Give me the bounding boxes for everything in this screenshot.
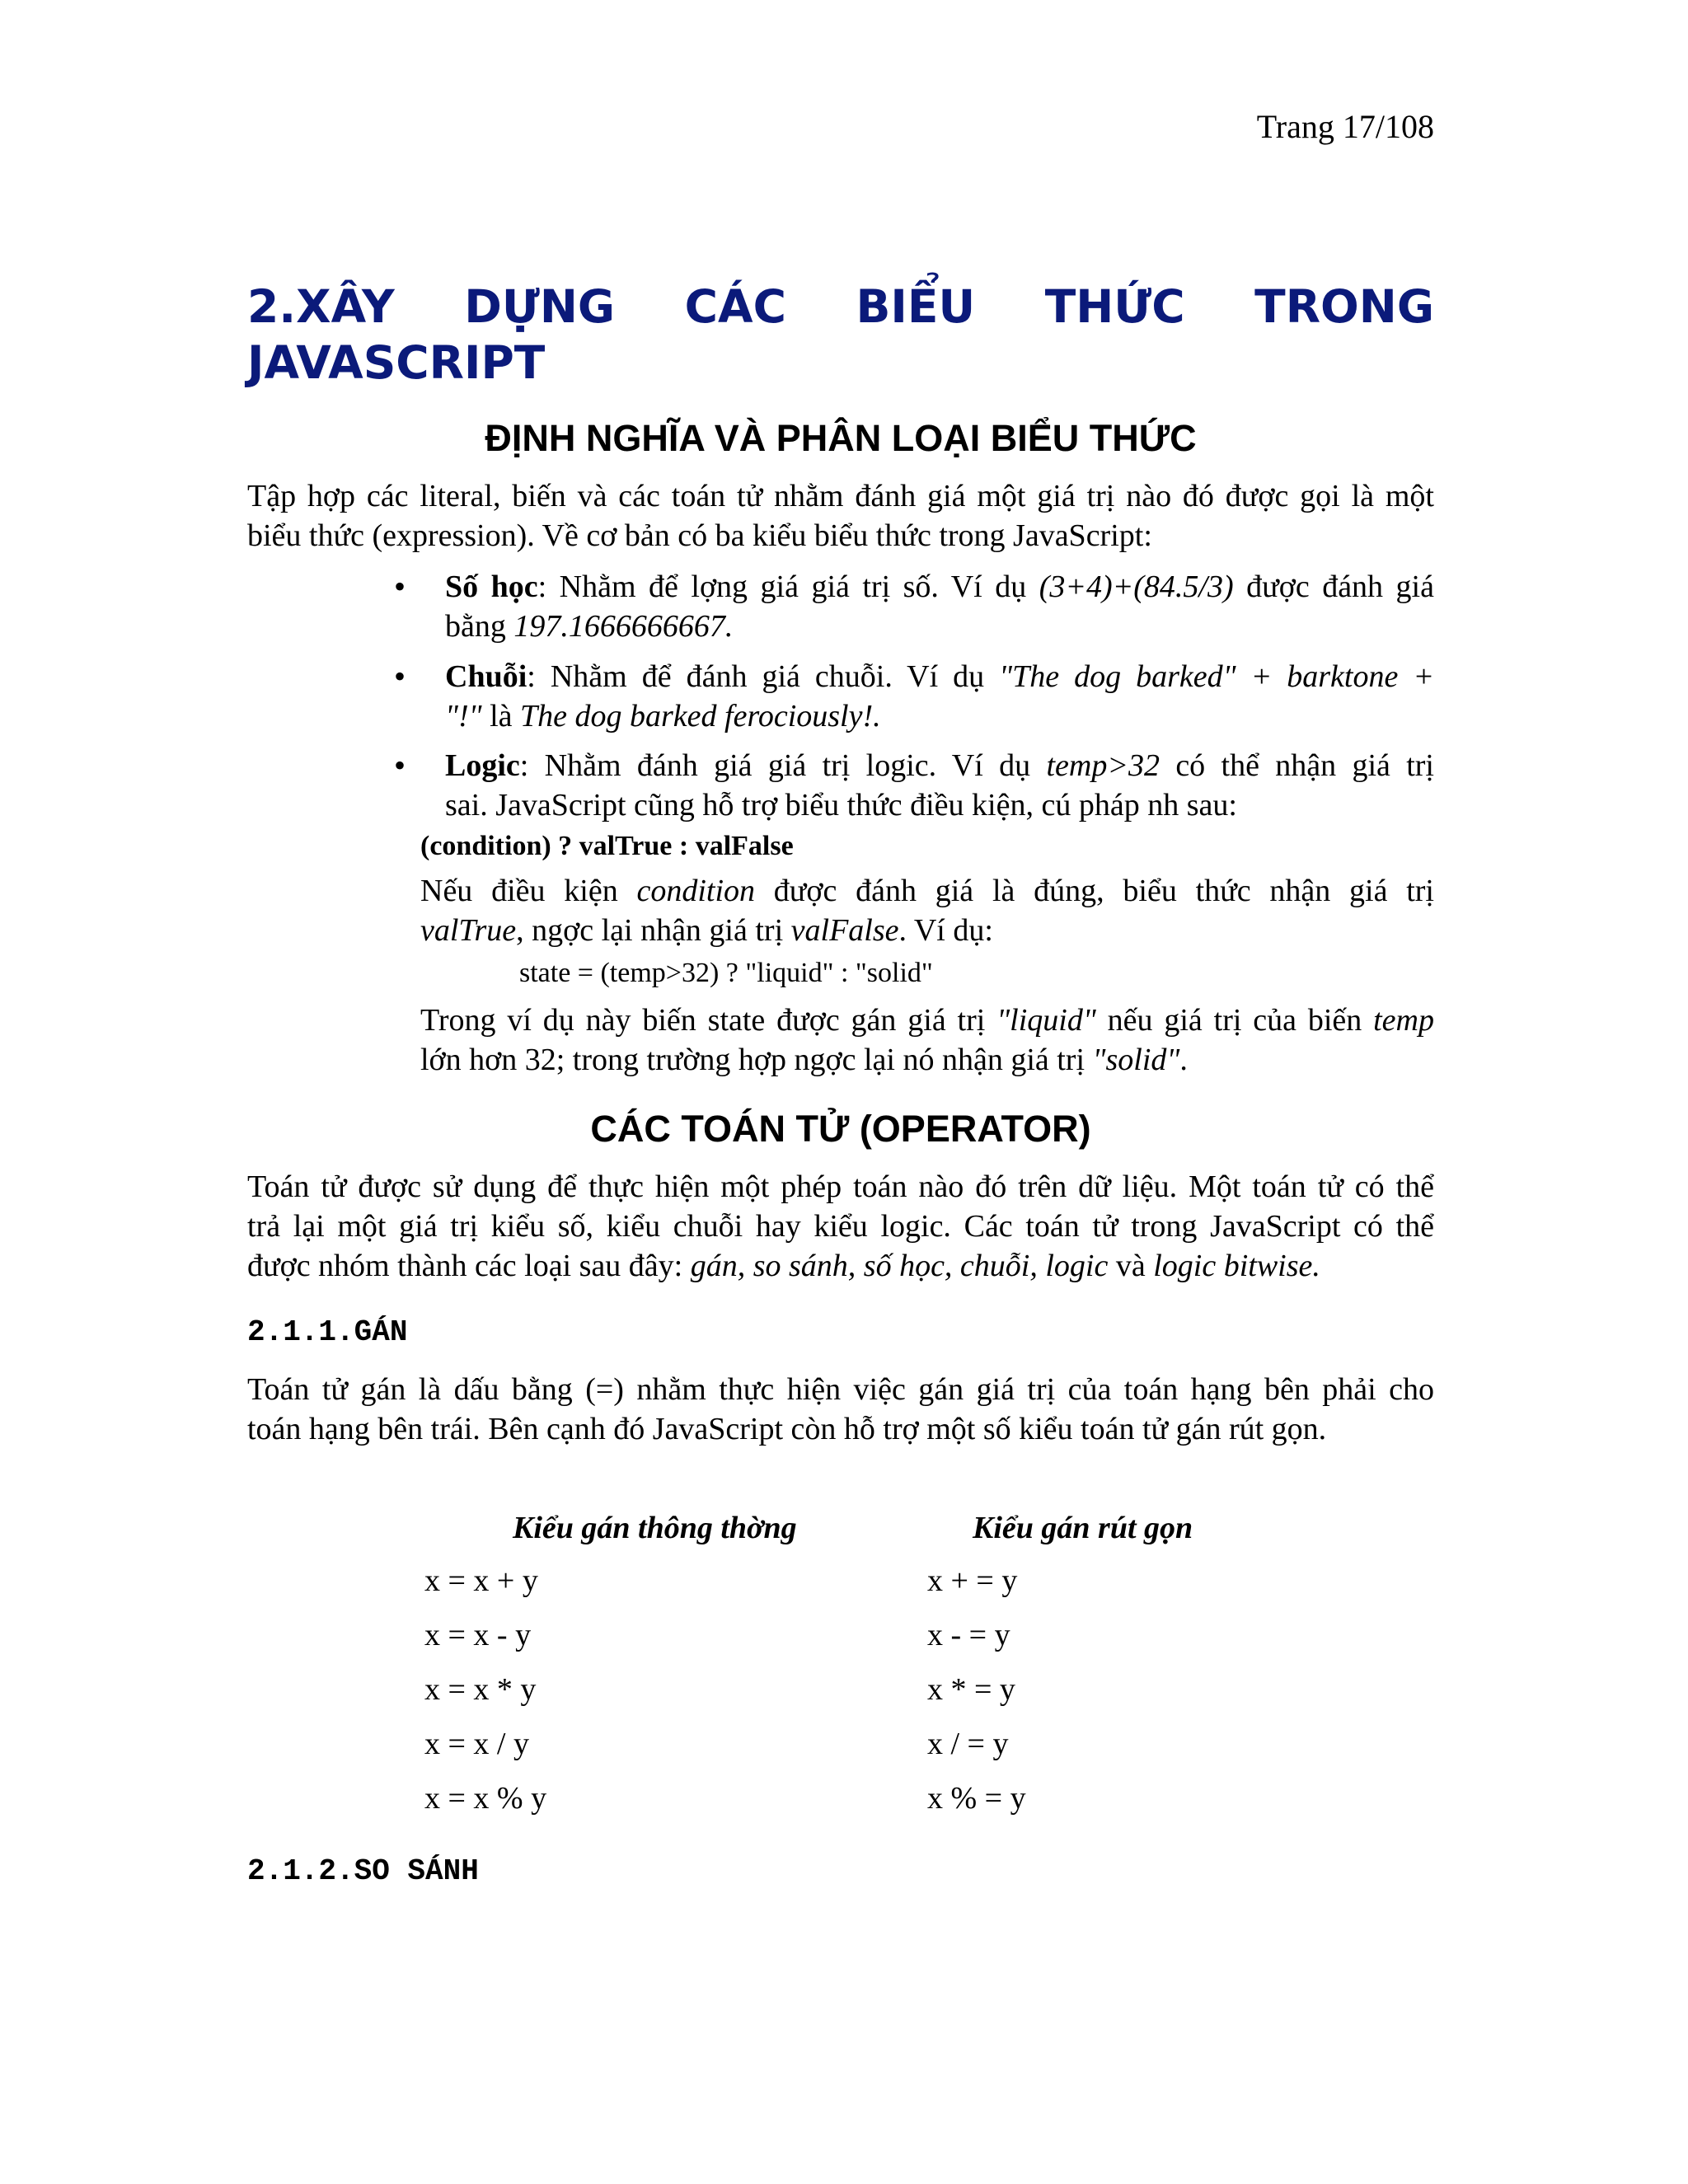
code-example: state = (temp>32) ? "liquid" : "solid": [519, 958, 933, 988]
title-word: 2.XÂY: [247, 280, 395, 333]
text-line: Chuỗi: Nhằm để đánh giá chuỗi. Ví dụ "The dog barked" + barktone +: [445, 659, 1434, 694]
text-line: sai. JavaScript cũng hỗ trợ biểu thức điều kiện, cú pháp nh sau:: [445, 788, 1237, 823]
title-word: BIỂU: [856, 280, 976, 333]
subsection-heading-assignment: 2.1.1.GÁN: [247, 1315, 408, 1349]
bullet-icon: •: [394, 568, 406, 605]
text-line: trả lại một giá trị kiểu số, kiểu chuỗi hay kiểu logic. Các toán tử trong JavaScript có thể: [247, 1209, 1434, 1244]
title-word: THỨC: [1044, 280, 1185, 333]
text-line: "!" là The dog barked ferociously!.: [445, 699, 881, 733]
title-word: CÁC: [684, 280, 786, 333]
table-cell: x % = y: [927, 1781, 1026, 1816]
bullet-item-arithmetic: [445, 567, 1434, 646]
text-line: biểu thức (expression). Về cơ bản có ba kiểu biểu thức trong JavaScript:: [247, 518, 1152, 553]
table-cell: x - = y: [927, 1618, 1010, 1652]
assignment-paragraph: [247, 1370, 1434, 1449]
bullet-item-string: [445, 657, 1434, 736]
text-line: Logic: Nhằm đánh giá giá trị logic. Ví dụ temp>32 có thể nhận giá trị: [445, 748, 1434, 783]
text-line: Nếu điều kiện condition được đánh giá là đúng, biểu thức nhận giá trị: [420, 874, 1434, 908]
page-number: Trang 17/108: [1256, 108, 1434, 145]
table-cell: x / = y: [927, 1727, 1009, 1761]
text-line: Trong ví dụ này biến state được gán giá trị "liquid" nếu giá trị của biến temp: [420, 1003, 1434, 1038]
section-heading-operators: CÁC TOÁN TỬ (OPERATOR): [590, 1108, 1091, 1150]
table-cell: x = x - y: [424, 1618, 532, 1652]
title-word: TRONG: [1254, 280, 1434, 333]
text-line: toán hạng bên trái. Bên cạnh đó JavaScript còn hỗ trợ một số kiểu toán tử gán rút gọn.: [247, 1412, 1327, 1446]
bullet-item-logic: [445, 746, 1434, 825]
bullet-icon: •: [394, 747, 406, 784]
chapter-title: [247, 279, 1434, 391]
text-line: valTrue, ngợc lại nhận giá trị valFalse. Ví dụ:: [420, 913, 993, 948]
table-cell: x = x / y: [424, 1727, 529, 1761]
text-line: Toán tử được sử dụng để thực hiện một phép toán nào đó trên dữ liệu. Một toán tử có thể: [247, 1169, 1434, 1204]
conditional-syntax: (condition) ? valTrue : valFalse: [420, 831, 794, 861]
table-cell: x = x % y: [424, 1781, 547, 1816]
table-header-short: Kiểu gán rút gọn: [973, 1511, 1193, 1545]
text-line: Toán tử gán là dấu bằng (=) nhằm thực hiện việc gán giá trị của toán hạng bên phải cho: [247, 1372, 1434, 1407]
title-row2: JAVASCRIPT: [247, 336, 546, 389]
table-cell: x = x * y: [424, 1672, 537, 1707]
conditional-explanation: [420, 871, 1434, 950]
text-line: Số học: Nhằm để lợng giá giá trị số. Ví dụ (3+4)+(84.5/3) được đánh giá: [445, 569, 1434, 604]
title-word: DỰNG: [464, 280, 616, 333]
example-explanation: [420, 1001, 1434, 1080]
bullet-icon: •: [394, 658, 406, 695]
table-cell: x * = y: [927, 1672, 1015, 1707]
text-line: lớn hơn 32; trong trường hợp ngợc lại nó nhận giá trị "solid".: [420, 1043, 1188, 1077]
operators-paragraph: [247, 1167, 1434, 1286]
text-line: Tập hợp các literal, biến và các toán tử nhằm đánh giá một giá trị nào đó được gọi là một: [247, 479, 1434, 513]
section-heading-definition: ĐỊNH NGHĨA VÀ PHÂN LOẠI BIỂU THỨC: [485, 417, 1197, 459]
intro-paragraph: [247, 476, 1434, 555]
text-line: được nhóm thành các loại sau đây: gán, so sánh, số học, chuỗi, logic và logic bitwise.: [247, 1249, 1320, 1283]
table-cell: x + = y: [927, 1563, 1018, 1598]
table-header-normal: Kiểu gán thông thờng: [513, 1511, 797, 1545]
table-cell: x = x + y: [424, 1563, 538, 1598]
subsection-heading-comparison: 2.1.2.SO SÁNH: [247, 1854, 479, 1888]
text-line: bằng 197.1666666667.: [445, 609, 734, 644]
